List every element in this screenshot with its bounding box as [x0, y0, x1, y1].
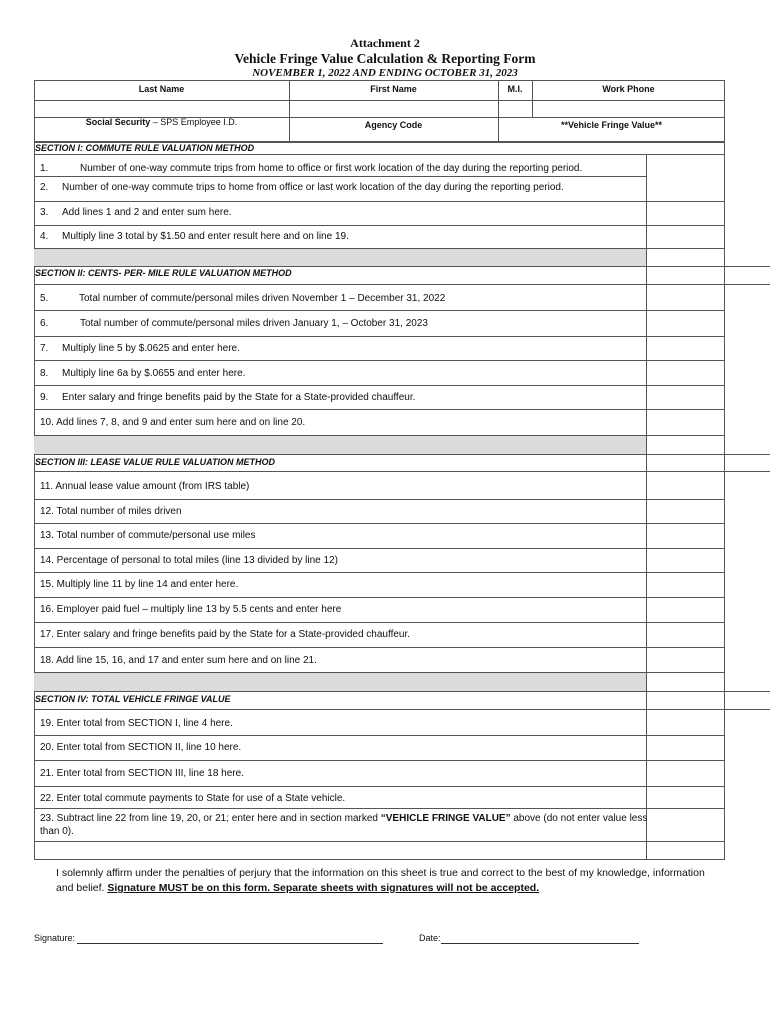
line-17-amount[interactable] [647, 623, 724, 647]
line-4-num: 4. [40, 231, 49, 242]
line-6-amount[interactable] [647, 311, 724, 336]
line-23-amount[interactable] [647, 809, 724, 841]
line-3-num: 3. [40, 207, 49, 218]
first-name-field[interactable] [290, 101, 497, 116]
line-9 [40, 392, 415, 403]
line-5-text: Total number of commute/personal miles driven November 1 – December 31, 2022 [79, 293, 446, 304]
line-9-num: 9. [40, 392, 49, 403]
section-4-header: SECTION IV: TOTAL VEHICLE FRINGE VALUE [35, 694, 231, 704]
line-23-text-a: 23. Subtract line 22 from line 19, 20, or 21; enter here and in section marked [40, 813, 381, 824]
line-22: 22. Enter total commute payments to State for use of a State vehicle. [40, 793, 346, 804]
signature-label: Signature: [34, 933, 76, 943]
line-21: 21. Enter total from SECTION III, line 18 here. [40, 768, 244, 779]
line-13-amount[interactable] [647, 524, 724, 548]
line-15: 15. Multiply line 11 by line 14 and enter here. [40, 579, 239, 590]
section-1-spacer [34, 249, 646, 266]
line-5 [40, 293, 445, 304]
line-5-amount[interactable] [647, 285, 724, 310]
agency-code-label: Agency Code [364, 120, 423, 130]
line-8-amount[interactable] [647, 361, 724, 385]
line-7 [40, 343, 240, 354]
line-2-amount[interactable] [647, 177, 724, 201]
signature-line[interactable] [77, 943, 383, 944]
affirmation-text: I solemnly affirm under the penalties of perjury that the information on this sheet is true and correct to the best of my knowledge, information and belief. [56, 867, 705, 894]
vehicle-fringe-value-field[interactable] [499, 132, 724, 141]
line-23 [40, 812, 650, 838]
line-3 [40, 207, 232, 218]
work-phone-label: Work Phone [602, 84, 655, 94]
line-8-num: 8. [40, 368, 49, 379]
line-20: 20. Enter total from SECTION II, line 10 here. [40, 742, 242, 753]
last-name-label: Last Name [138, 84, 185, 94]
line-23-text-b: “VEHICLE FRINGE VALUE” [380, 813, 511, 824]
line-7-amount[interactable] [647, 337, 724, 360]
last-name-field[interactable] [35, 101, 288, 116]
line-14: 14. Percentage of personal to total miles (line 13 divided by line 12) [40, 555, 338, 566]
line-5-num: 5. [40, 293, 49, 304]
line-3-amount[interactable] [647, 202, 724, 225]
line-10-amount[interactable] [647, 410, 724, 435]
line-19-amount[interactable] [647, 710, 724, 735]
line-7-num: 7. [40, 343, 49, 354]
line-11: 11. Annual lease value amount (from IRS table) [40, 481, 250, 492]
line-1 [40, 163, 582, 174]
ssn-label-rest: – SPS Employee I.D. [150, 117, 238, 127]
line-8 [40, 368, 245, 379]
work-phone-field[interactable] [533, 101, 724, 116]
line-1-num: 1. [40, 163, 49, 174]
date-label: Date: [419, 933, 441, 943]
line-11-amount[interactable] [647, 472, 724, 499]
line-2-num: 2. [40, 182, 49, 193]
section-1-header: SECTION I: COMMUTE RULE VALUATION METHOD [35, 143, 255, 153]
line-6-num: 6. [40, 318, 49, 329]
section-3-header: SECTION III: LEASE VALUE RULE VALUATION METHOD [35, 457, 276, 467]
form-title: Vehicle Fringe Value Calculation & Reporting Form [234, 51, 536, 66]
line-17: 17. Enter salary and fringe benefits paid by the State for a State-provided chauffeur. [40, 629, 411, 640]
date-line[interactable] [441, 943, 639, 944]
ssn-label [34, 117, 289, 127]
line-2 [40, 182, 564, 193]
vehicle-fringe-value-label: **Vehicle Fringe Value** [560, 120, 663, 130]
line-4-amount[interactable] [647, 226, 724, 248]
mi-label: M.I. [507, 84, 523, 94]
line-20-amount[interactable] [647, 736, 724, 760]
line-18-amount[interactable] [647, 648, 724, 672]
line-1-text: Number of one-way commute trips from home to office or first work location of the day during the reporting period. [80, 163, 583, 174]
affirmation-warning: Signature MUST be on this form. Separate sheets with signatures will not be accepted. [107, 882, 540, 894]
line-8-text: Multiply line 6a by $.0655 and enter here. [62, 368, 246, 379]
line-9-text: Enter salary and fringe benefits paid by the State for a State-provided chauffeur. [62, 392, 416, 403]
line-3-text: Add lines 1 and 2 and enter sum here. [62, 207, 232, 218]
ssn-label-bold: Social Security [85, 117, 151, 127]
line-23-text-c: above (do not enter value less than 0). [40, 813, 648, 837]
line-21-amount[interactable] [647, 761, 724, 786]
line-12: 12. Total number of miles driven [40, 506, 182, 517]
attachment-label: Attachment 2 [350, 36, 420, 50]
line-4-text: Multiply line 3 total by $1.50 and enter result here and on line 19. [62, 231, 349, 242]
line-12-amount[interactable] [647, 500, 724, 523]
line-6-text: Total number of commute/personal miles driven January 1, – October 31, 2023 [80, 318, 428, 329]
first-name-label: First Name [370, 84, 417, 94]
line-19: 19. Enter total from SECTION I, line 4 here. [40, 718, 233, 729]
line-18: 18. Add line 15, 16, and 17 and enter sum here and on line 21. [40, 655, 317, 666]
line-16: 16. Employer paid fuel – multiply line 13 by 5.5 cents and enter here [40, 604, 342, 615]
line-9-amount[interactable] [647, 386, 724, 409]
line-22-amount[interactable] [647, 787, 724, 808]
section-2-spacer [34, 436, 646, 454]
line-14-amount[interactable] [647, 549, 724, 572]
line-7-text: Multiply line 5 by $.0625 and enter here. [62, 343, 240, 354]
agency-code-field[interactable] [290, 132, 497, 141]
section-3-spacer [34, 673, 646, 691]
mi-field[interactable] [499, 101, 531, 116]
line-2-text: Number of one-way commute trips to home from office or last work location of the day during the reporting period. [62, 182, 564, 193]
line-15-amount[interactable] [647, 573, 724, 597]
section-2-header: SECTION II: CENTS- PER- MILE RULE VALUATION METHOD [35, 268, 292, 278]
line-6 [40, 318, 428, 329]
line-1-amount[interactable] [647, 155, 724, 176]
reporting-period: NOVEMBER 1, 2022 AND ENDING OCTOBER 31, 2023 [252, 67, 518, 79]
affirmation-statement [56, 866, 716, 896]
line-4 [40, 231, 349, 242]
line-10: 10. Add lines 7, 8, and 9 and enter sum here and on line 20. [40, 417, 306, 428]
line-13: 13. Total number of commute/personal use miles [40, 530, 256, 541]
line-16-amount[interactable] [647, 598, 724, 622]
ssn-field[interactable] [35, 129, 288, 141]
